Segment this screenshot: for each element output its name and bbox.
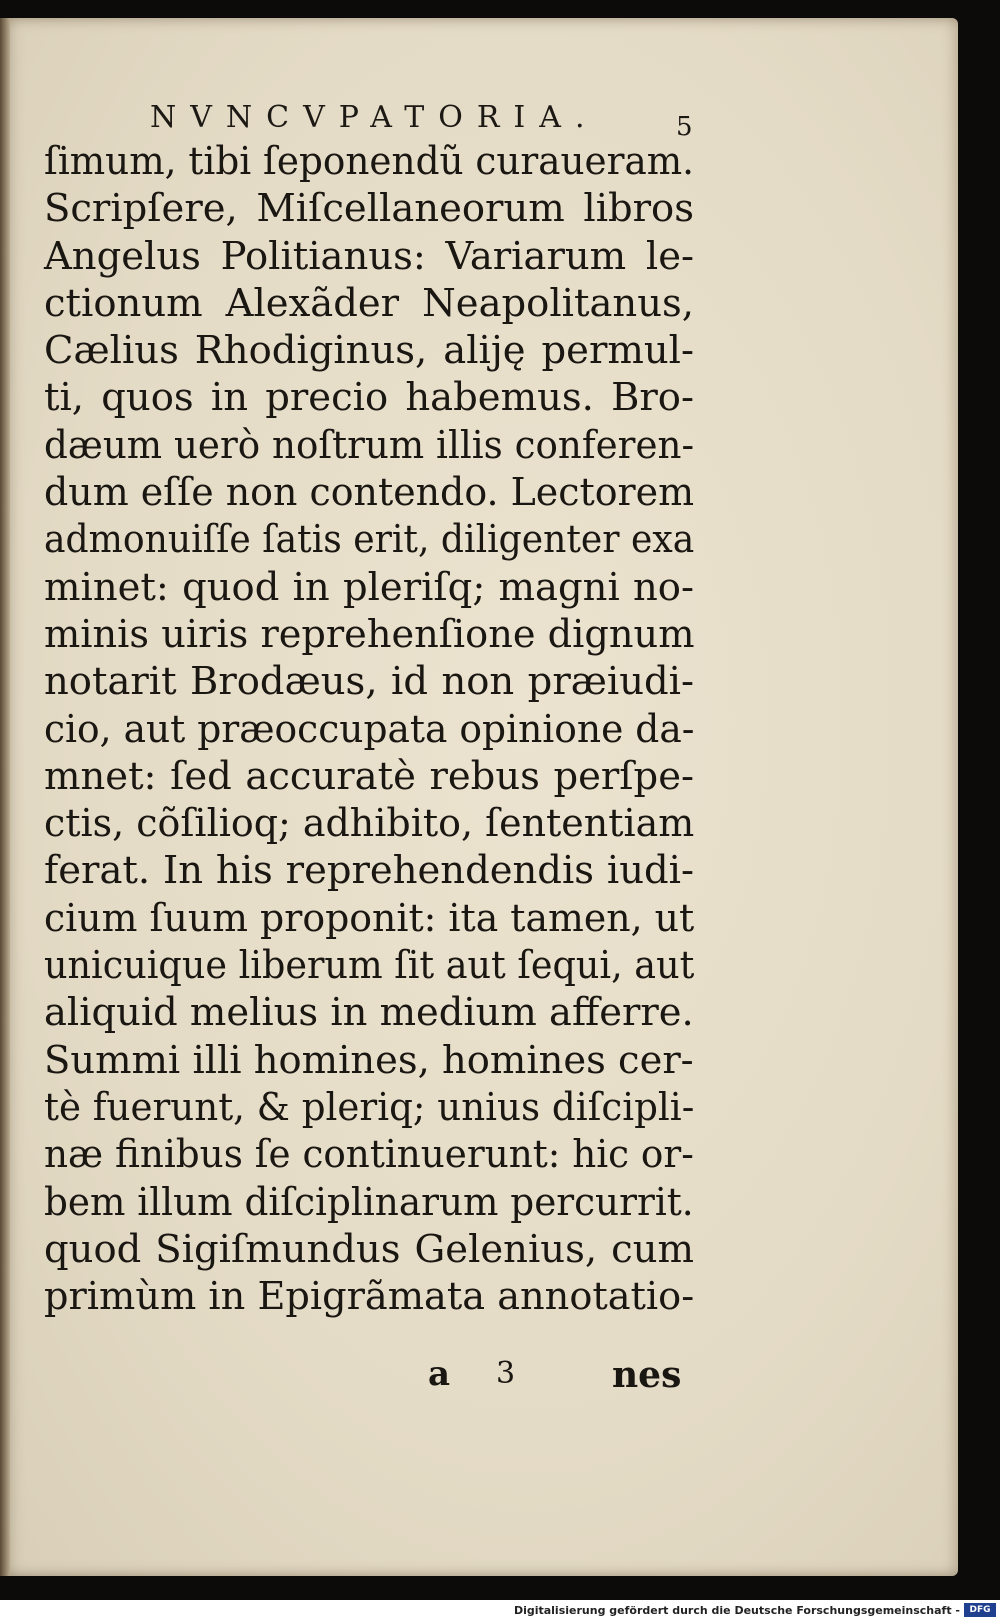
body-text [44,138,694,1320]
running-head: NVNCVPATORIA. [150,100,599,135]
signature-number: 3 [496,1356,516,1391]
text-line: cium ſuum proponit: ita tamen, ut [44,895,695,941]
footer-bar [0,1600,1000,1621]
text-line: cio, aut præoccupata opinione da- [44,706,695,752]
dfg-logo: DFG [964,1603,996,1617]
text-line: ti, quos in precio habemus. Bro- [44,375,694,421]
text-line: quod Sigiſmundus Gelenius, cum [44,1226,694,1272]
text-line: Scripſere, Miſcellaneorum libros [44,186,694,232]
text-line: ctionum Alexãder Neapolitanus, [44,280,694,326]
text-line: notarit Brodæus, id non præiudi- [44,659,694,705]
text-line: ctis, cõſilioq; adhibito, ſententiam [44,801,695,847]
page-number: 5 [676,112,693,142]
text-line: primùm in Epigrãmata annotatio- [44,1274,695,1320]
text-line: bem illum diſciplinarum percurrit. [44,1179,694,1225]
text-line: unicuique liberum ſit aut ſequi, aut [44,943,695,989]
text-line: dum eſſe non contendo. Lectorem [44,470,695,516]
text-line: aliquid melius in medium afferre. [44,990,694,1036]
text-line: Cælius Rhodiginus, aliję permul- [44,328,694,374]
text-line: Summi illi homines, homines cer- [44,1037,694,1083]
text-line: ſimum, tibi ſeponendũ curaueram. [44,139,695,184]
text-line: tè fuerunt, & pleriq; unius diſcipli- [44,1084,695,1130]
funding-credit: Digitalisierung gefördert durch die Deutsche Forschungsgemeinschaft - [513,1604,960,1617]
text-line: admonuiſſe ſatis erit, diligenter exa [44,517,695,563]
signature-mark: a [428,1354,451,1394]
text-line: dæum uerò noſtrum illis conferen- [44,422,695,468]
text-line: minet: quod in pleriſq; magni no- [44,564,694,610]
text-line: Angelus Politianus: Variarum le- [44,233,694,279]
text-line: ferat. In his reprehendendis iudi- [44,848,694,894]
page-gutter [0,18,10,1576]
text-line: mnet: ſed accuratè rebus perſpe- [44,753,694,799]
text-line: næ finibus ſe continuerunt: hic or- [44,1132,694,1178]
text-line: minis uiris reprehenſione dignum [44,611,695,657]
catchword: nes [612,1354,682,1396]
